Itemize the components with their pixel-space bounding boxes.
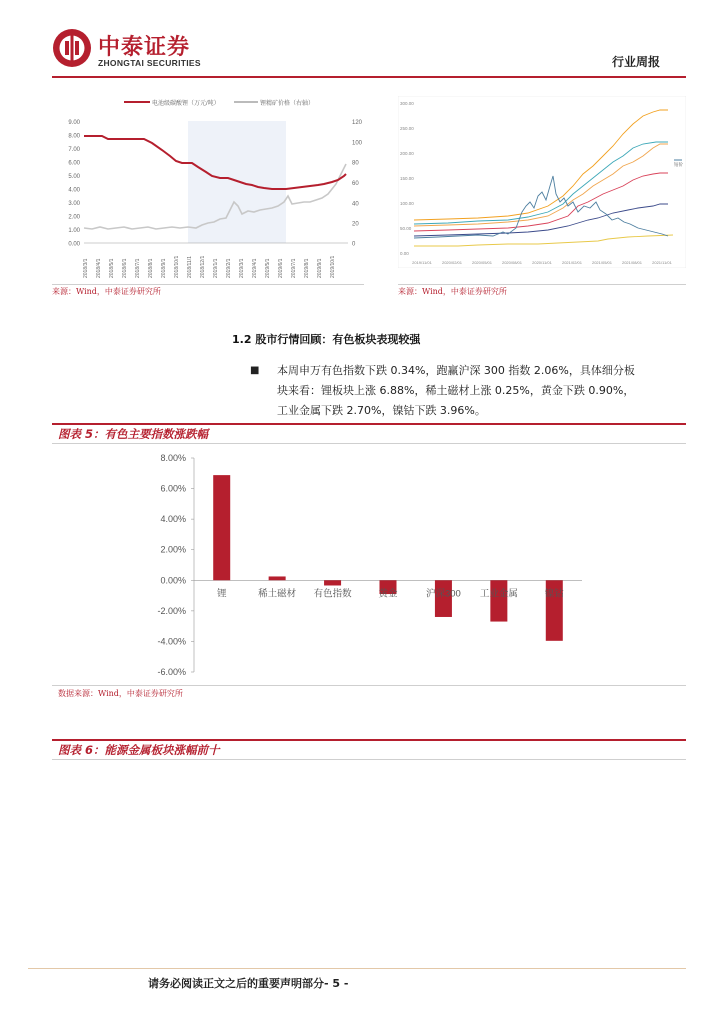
- legend-label-spodumene: 锂精矿价格（右轴）: [260, 101, 315, 107]
- figure5-chart: [52, 446, 686, 682]
- y-right-tick: 80: [352, 160, 359, 167]
- x-tick: 2018/7/1: [135, 258, 141, 278]
- category-label: 镍钴: [544, 588, 564, 600]
- bar: [324, 580, 341, 585]
- bar: [490, 580, 507, 621]
- y-left-tick: 4.00: [68, 187, 80, 194]
- y-right-tick: 20: [352, 221, 359, 228]
- y-right-tick: 40: [352, 201, 359, 208]
- x-tick: 2019/11/01: [412, 260, 432, 265]
- footer-rule: [28, 968, 686, 969]
- x-tick: 2020/05/01: [471, 260, 493, 265]
- bar: [213, 475, 230, 580]
- x-tick: 2018/4/1: [96, 258, 102, 278]
- x-tick: 2019/10/1: [330, 255, 336, 278]
- category-label: 沪深300: [425, 588, 461, 600]
- right-chart-legend: [674, 160, 683, 168]
- y-right-tick: 100: [352, 140, 363, 147]
- section-title: 1.2 股市行情回顾：有色板块表现较强: [232, 333, 421, 346]
- y-right-tick: 60: [352, 181, 359, 187]
- y-right-tick: 120: [352, 120, 363, 126]
- x-tick: 2019/1/1: [213, 258, 219, 278]
- y-left-tick: 7.00: [68, 147, 80, 153]
- left-y-axis-ticks: [68, 120, 80, 248]
- section-paragraph: [277, 361, 687, 421]
- bullet-icon: ■: [250, 365, 260, 376]
- bar: [269, 576, 286, 580]
- x-tick: 2019/9/1: [317, 258, 323, 278]
- right-chart-bottom-rule: [398, 284, 686, 285]
- y-tick-label: 8.00%: [160, 453, 186, 463]
- header: [0, 0, 724, 80]
- y-left-tick: 1.00: [68, 228, 80, 234]
- y-left-tick: 9.00: [68, 120, 80, 126]
- y-right-tick: 0: [352, 241, 356, 248]
- x-tick: 2018/8/1: [148, 258, 154, 278]
- y-tick: 200.00: [400, 151, 414, 156]
- y-tick: 150.00: [400, 176, 414, 181]
- x-tick: 2019/6/1: [278, 258, 284, 278]
- x-tick: 2018/11/1: [187, 256, 193, 278]
- y-tick-label: -2.00%: [157, 605, 186, 616]
- y-left-tick: 8.00: [68, 133, 80, 140]
- left-price-chart: [52, 88, 364, 284]
- figure5-bottom-rule: [52, 685, 686, 686]
- x-tick: 2020/08/01: [501, 260, 523, 265]
- y-left-tick: 6.00: [68, 160, 80, 167]
- y-left-tick: 2.00: [68, 214, 80, 221]
- y-tick: 100.00: [400, 201, 414, 206]
- category-label: 黄金: [378, 588, 398, 600]
- paragraph-line: 本周申万有色指数下跌 0.34%，跑赢沪深 300 指数 2.06%，具体细分板: [277, 364, 635, 377]
- y-tick-label: -4.00%: [157, 636, 186, 647]
- right-multiple-chart-svg: [398, 96, 686, 268]
- left-price-chart-svg: [52, 88, 364, 284]
- company-logo-icon: [52, 28, 92, 68]
- y-tick-label: 4.00%: [160, 514, 186, 525]
- x-tick: 2019/5/1: [265, 258, 271, 278]
- x-tick: 2020/11/01: [532, 260, 552, 265]
- category-label: 稀土磁材: [258, 588, 297, 600]
- x-tick: 2019/8/1: [304, 258, 310, 278]
- x-tick: 2021/05/01: [591, 260, 613, 265]
- header-rule: [52, 76, 686, 78]
- figure5-title-rule: [52, 443, 686, 444]
- report-type: 行业周报: [612, 55, 661, 69]
- x-tick: 2021/02/01: [561, 260, 583, 265]
- y-tick: 50.00: [400, 226, 412, 231]
- x-tick: 2020/02/01: [441, 260, 463, 265]
- y-left-tick: 3.00: [68, 201, 80, 207]
- right-chart-source: 来源：Wind，中泰证券研究所: [398, 287, 507, 296]
- x-tick: 2021/11/01: [652, 260, 672, 265]
- company-name-cn: 中泰证券: [98, 35, 191, 60]
- right-multiple-chart: [398, 96, 686, 268]
- footer-disclaimer: 请务必阅读正文之后的重要声明部分- 5 -: [148, 977, 349, 990]
- right-x-axis-ticks: [412, 260, 672, 265]
- figure6-title-rule: [52, 759, 686, 760]
- left-chart-bottom-rule: [52, 284, 364, 285]
- x-tick: 2019/2/1: [226, 258, 232, 278]
- x-tick: 2018/6/1: [122, 258, 128, 278]
- x-tick: 2019/7/1: [291, 258, 297, 278]
- figure6-title: 图表 6：能源金属板块涨幅前十: [58, 743, 220, 757]
- figure6-top-rule: [52, 739, 686, 741]
- category-label: 有色指数: [313, 588, 352, 600]
- y-left-tick: 0.00: [68, 241, 80, 248]
- y-tick-label: 6.00%: [160, 483, 186, 494]
- x-tick: 2018/12/1: [200, 255, 206, 278]
- x-tick: 2018/10/1: [174, 255, 180, 278]
- figure5-top-rule: [52, 423, 686, 425]
- y-tick: 300.00: [400, 101, 414, 106]
- figure5-source: 数据来源：Wind，中泰证券研究所: [58, 689, 183, 698]
- category-label: 工业金属: [479, 588, 518, 600]
- figure5-title: 图表 5：有色主要指数涨跌幅: [58, 427, 209, 441]
- y-tick: 0.00: [400, 251, 409, 256]
- left-chart-source: 来源：Wind，中泰证券研究所: [52, 287, 161, 296]
- y-tick-label: -6.00%: [157, 667, 186, 677]
- figure5-chart-svg: [52, 446, 686, 682]
- y-tick: 250.00: [400, 126, 414, 131]
- x-tick: 2018/5/1: [109, 258, 115, 278]
- company-name-en: ZHONGTAI SECURITIES: [98, 58, 201, 68]
- x-tick: 2018/9/1: [161, 258, 167, 278]
- paragraph-line: 工业金属下跌 2.70%，镍钴下跌 3.96%。: [277, 404, 486, 417]
- y-left-tick: 5.00: [68, 174, 80, 180]
- x-tick: 2019/3/1: [239, 258, 245, 278]
- x-tick: 2021/08/01: [621, 260, 643, 265]
- x-tick: 2019/4/1: [252, 258, 258, 278]
- legend-label: 钴价: [674, 162, 683, 167]
- right-y-axis-ticks: [352, 120, 363, 248]
- category-label: 锂: [216, 588, 227, 600]
- y-tick-label: 0.00%: [160, 575, 186, 586]
- y-tick-label: 2.00%: [160, 544, 186, 555]
- paragraph-line: 块来看：锂板块上涨 6.88%，稀土磁材上涨 0.25%，黄金下跌 0.90%，: [277, 384, 635, 397]
- legend-label-lithium-carbonate: 电池级碳酸锂（万元/吨）: [152, 101, 220, 107]
- x-tick: 2018/3/1: [83, 258, 89, 278]
- x-axis-ticks: [83, 256, 336, 278]
